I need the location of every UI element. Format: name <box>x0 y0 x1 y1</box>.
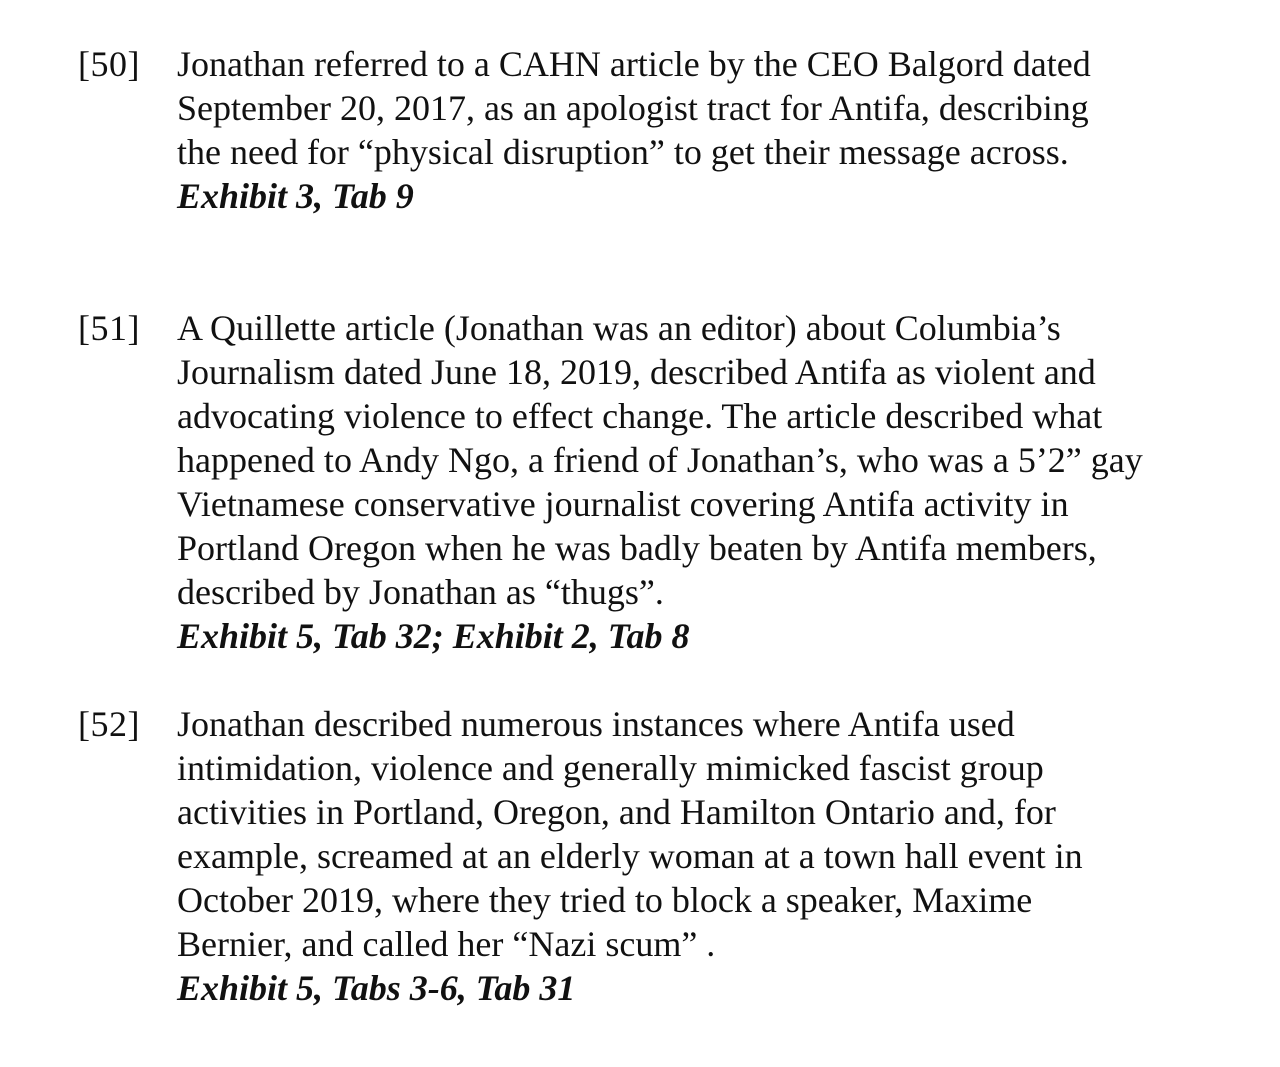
text-line: Bernier, and called her “Nazi scum” . <box>177 924 716 964</box>
exhibit-citation: Exhibit 3, Tab 9 <box>177 176 414 216</box>
paragraph-body <box>177 42 1237 218</box>
paragraph-number: [50] <box>78 44 140 84</box>
text-line: A Quillette article (Jonathan was an editor) about Columbia’s <box>177 308 1061 348</box>
text-line: Portland Oregon when he was badly beaten by Antifa members, <box>177 528 1097 568</box>
text-line: the need for “physical disruption” to get their message across. <box>177 132 1069 172</box>
text-line: described by Jonathan as “thugs”. <box>177 572 664 612</box>
text-line: Jonathan described numerous instances where Antifa used <box>177 704 1015 744</box>
exhibit-citation: Exhibit 5, Tab 32; Exhibit 2, Tab 8 <box>177 616 690 656</box>
text-line: Vietnamese conservative journalist covering Antifa activity in <box>177 484 1069 524</box>
paragraph-number: [51] <box>78 308 140 348</box>
exhibit-citation: Exhibit 5, Tabs 3-6, Tab 31 <box>177 968 576 1008</box>
text-line: happened to Andy Ngo, a friend of Jonathan’s, who was a 5’2” gay <box>177 440 1143 480</box>
text-line: example, screamed at an elderly woman at a town hall event in <box>177 836 1083 876</box>
text-line: September 20, 2017, as an apologist tract for Antifa, describing <box>177 88 1089 128</box>
text-line: October 2019, where they tried to block a speaker, Maxime <box>177 880 1033 920</box>
text-line: Jonathan referred to a CAHN article by the CEO Balgord dated <box>177 44 1091 84</box>
text-line: intimidation, violence and generally mimicked fascist group <box>177 748 1044 788</box>
text-line: activities in Portland, Oregon, and Hamilton Ontario and, for <box>177 792 1056 832</box>
paragraph-body <box>177 702 1237 1010</box>
paragraph-number: [52] <box>78 704 140 744</box>
text-line: Journalism dated June 18, 2019, described Antifa as violent and <box>177 352 1096 392</box>
text-line: advocating violence to effect change. The article described what <box>177 396 1103 436</box>
paragraph-body <box>177 306 1237 658</box>
